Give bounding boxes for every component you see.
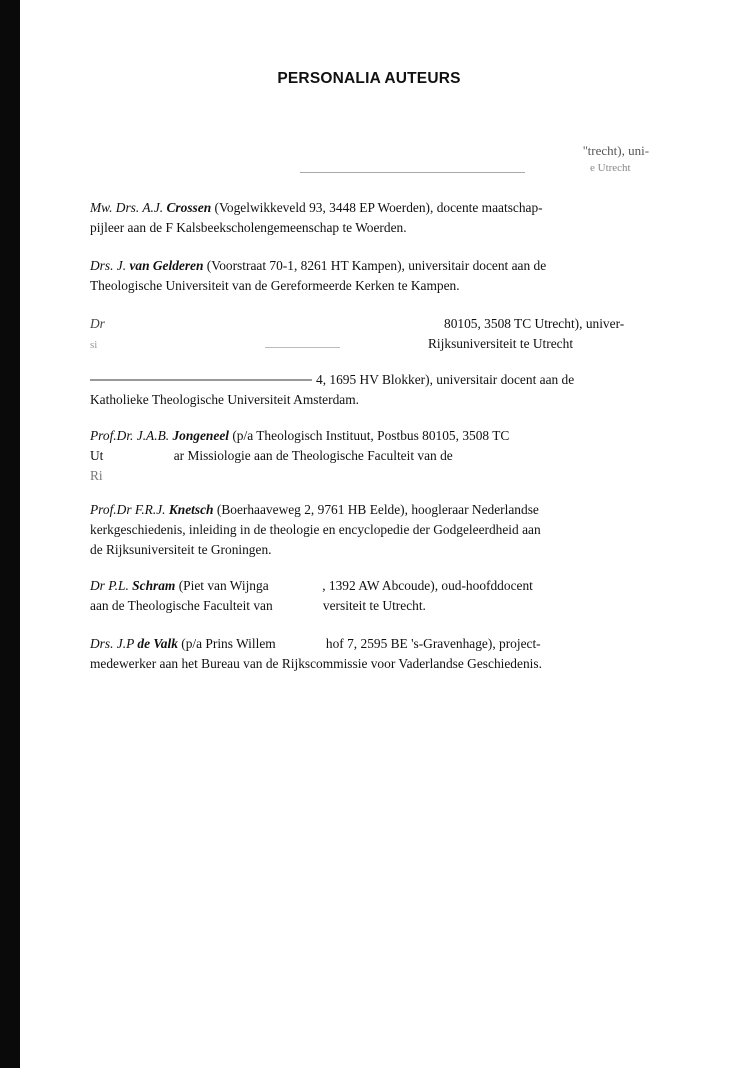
faded-fragment: Dr: [90, 316, 105, 331]
author-name: Prof.Dr. J.A.B. Jongeneel: [90, 428, 229, 443]
faded-fragment: Rijksuniversiteit te Utrecht: [428, 336, 574, 351]
faded-fragment: si: [90, 339, 98, 351]
faded-fragment: Katholieke Theologische Universiteit Amsterdam.: [90, 392, 359, 407]
bio-entry: Drs. J. van Gelderen (Voorstraat 70-1, 8261 HT Kampen), universitair docent aan de Theologische Universiteit van de Gereformeerde Kerken te Kampen.: [90, 258, 547, 293]
bio-entry: Prof.Dr F.R.J. Knetsch (Boerhaaveweg 2, 9761 HB Eelde), hoogleraar Nederlandse kerkgeschiedenis, inleiding in de theologie en encyclopedie der Godgeleerdheid aan de Rijksuniversiteit te Groningen.: [90, 502, 541, 557]
faded-fragment: 4, 1695 HV Blokker), universitair docent aan de: [316, 372, 575, 387]
bio-entry-faded: [90, 370, 678, 410]
author-name: Prof.Dr F.R.J. Knetsch: [90, 502, 214, 517]
faded-fragment: ''trecht), uni-: [583, 143, 650, 158]
smudge: [90, 379, 312, 381]
scan-edge: [0, 0, 20, 1068]
bio-entry: Prof.Dr. J.A.B. Jongeneel (p/a Theologisch Instituut, Postbus 80105, 3508 TC Ut ar Missiologie aan de Theologische Faculteit van de Ri: [90, 428, 510, 483]
bio-entry: Mw. Drs. A.J. Crossen (Vogelwikkeveld 93, 3448 EP Woerden), docente maatschap- pijleer aan de F Kalsbeekscholengemeenschap te Woerden.: [90, 200, 543, 235]
smudge: [265, 347, 340, 348]
smudge: [300, 172, 525, 173]
bio-entry-faded: [90, 314, 678, 355]
bio-entry: Dr P.L. Schram (Piet van Wijnga , 1392 AW Abcoude), oud-hoofddocent aan de Theologische Faculteit van versiteit te Utrecht.: [90, 578, 533, 613]
page-title: PERSONALIA AUTEURS: [277, 70, 461, 87]
author-name: Mw. Drs. A.J. Crossen: [90, 200, 212, 215]
author-name: Dr P.L. Schram: [90, 578, 176, 593]
author-name: Drs. J.P de Valk: [90, 636, 178, 651]
bio-entry: Drs. J.P de Valk (p/a Prins Willem hof 7, 2595 BE 's-Gravenhage), project- medewerker aan het Bureau van de Rijkscommissie voor Vaderlandse Geschiedenis.: [90, 636, 542, 671]
faded-fragment: 80105, 3508 TC Utrecht), univer-: [444, 316, 625, 331]
faded-fragment: e Utrecht: [590, 162, 631, 174]
author-name: Drs. J. van Gelderen: [90, 258, 204, 273]
